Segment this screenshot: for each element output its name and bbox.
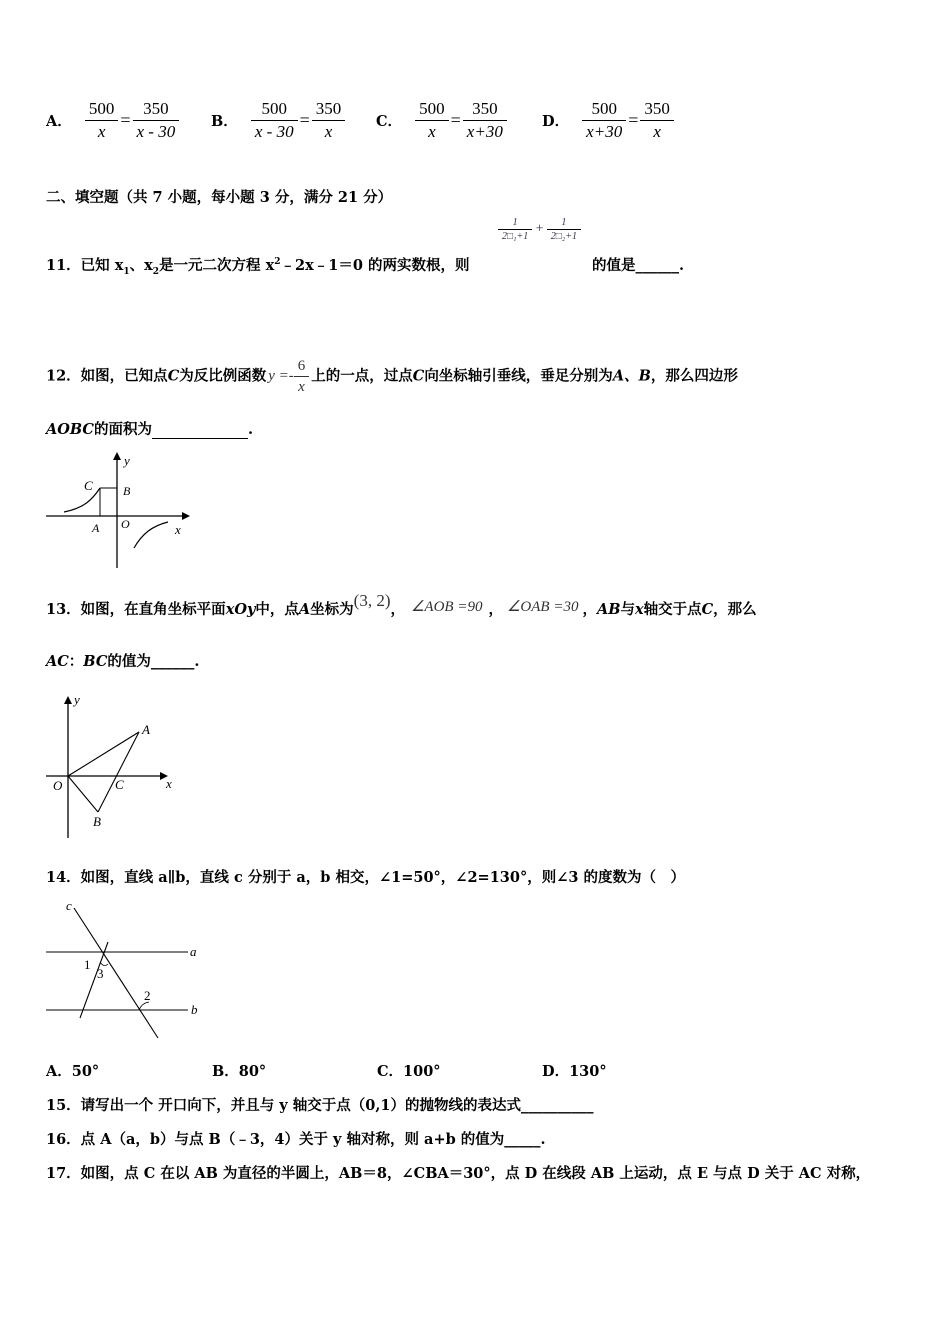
- figure-13: [42, 690, 182, 842]
- fraction-right: $\frac{350}{x}$: [312, 98, 346, 143]
- equals-sign: =: [628, 110, 639, 130]
- figure-14: [42, 896, 212, 1044]
- equals-sign: =: [299, 110, 310, 130]
- question-16: 16．点 A（a，b）与点 B（﹣3，4）关于 y 轴对称，则 a+b 的值为_____.: [46, 1131, 546, 1148]
- answer-blank: [152, 421, 248, 439]
- angle-label-3: 3: [97, 966, 104, 981]
- point-label-o: O: [121, 517, 130, 531]
- option-d: [542, 98, 674, 143]
- point-label-a: A: [142, 722, 150, 737]
- fraction-left: $\frac{500}{x+30}$: [582, 98, 626, 143]
- question-11: 11．已知 $x_1$、$x_2$是一元二次方程 $x^2﹣2x﹣1=0$ 的两实数根，则: [46, 257, 470, 277]
- option-label: A．: [46, 113, 72, 130]
- q14-option-c: C．100°: [377, 1063, 441, 1080]
- line-label-a: a: [190, 944, 197, 959]
- option-a: [46, 98, 179, 143]
- angle-label-2: 2: [144, 988, 151, 1003]
- fraction-left: $\frac{500}{x - 30}$: [251, 98, 298, 143]
- option-label: B．: [211, 113, 238, 130]
- point-label-c: C: [115, 777, 124, 792]
- q11-formula: $\frac{1}{\text{2□₁+1}}$ + $\frac{1}{\text{2□₂+1}}$: [498, 216, 581, 243]
- figure-12: [44, 450, 194, 570]
- point-label-o: O: [53, 778, 63, 793]
- fraction-right: $\frac{350}{x - 30}$: [133, 98, 180, 143]
- option-label: D．: [542, 113, 570, 130]
- equals-sign: =: [120, 110, 131, 130]
- point-label-b: B: [93, 814, 101, 829]
- q10-options: [46, 98, 746, 152]
- point-label-b: B: [123, 484, 131, 498]
- angle-label-1: 1: [84, 957, 91, 972]
- question-17: 17．如图，点 C 在以 AB 为直径的半圆上，AB＝8，∠CBA＝30°，点 D 在线段 AB 上运动，点 E 与点 D 关于 AC 对称，: [46, 1165, 871, 1182]
- option-c: [376, 98, 507, 143]
- option-label: C．: [376, 113, 403, 130]
- line-label-c: c: [66, 898, 72, 913]
- fraction-left: $\frac{500}{x}$: [415, 98, 449, 143]
- q14-option-d: D．130°: [542, 1063, 607, 1080]
- q14-option-b: B．80°: [212, 1063, 267, 1080]
- question-12-line2: AOBC的面积为 .: [46, 421, 254, 438]
- fraction-right: $\frac{350}{x+30}$: [463, 98, 507, 143]
- section-heading: 二、填空题（共 7 小题，每小题 3 分，满分 21 分）: [46, 189, 393, 206]
- q14-option-a: A．50°: [46, 1063, 100, 1080]
- equals-sign: =: [450, 110, 461, 130]
- question-13: 13．如图，在直角坐标平面xOy中，点A坐标为(3, 2)， ∠AOB =90 ， ∠OAB =30 ，AB与x轴交于点C，那么: [46, 591, 757, 618]
- fraction-left: $\frac{500}{x}$: [85, 98, 119, 143]
- axis-label-x: x: [166, 776, 172, 791]
- axis-label-y: y: [74, 692, 80, 707]
- question-13-line2: AC：BC的值为______.: [46, 653, 200, 670]
- axis-label-y: y: [124, 453, 130, 468]
- fraction-right: $\frac{350}{x}$: [640, 98, 674, 143]
- point-label-c: C: [84, 478, 93, 493]
- question-15: 15．请写出一个 开口向下，并且与 y 轴交于点（0,1）的抛物线的表达式__________: [46, 1097, 594, 1114]
- question-11-suffix: 的值是______.: [592, 257, 685, 274]
- line-label-b: b: [191, 1002, 198, 1017]
- question-14: 14．如图，直线 a∥b，直线 c 分别于 a，b 相交，∠1=50°，∠2=130°，则∠3 的度数为（ ）: [46, 869, 685, 886]
- point-label-a: A: [92, 521, 100, 535]
- axis-label-x: x: [175, 522, 181, 537]
- option-b: [211, 98, 345, 143]
- question-12: 12．如图，已知点C为反比例函数 y =- $\frac{6}{x}$ 上的一点，过点C向坐标轴引垂线，垂足分别为A、B，那么四边形: [46, 358, 738, 395]
